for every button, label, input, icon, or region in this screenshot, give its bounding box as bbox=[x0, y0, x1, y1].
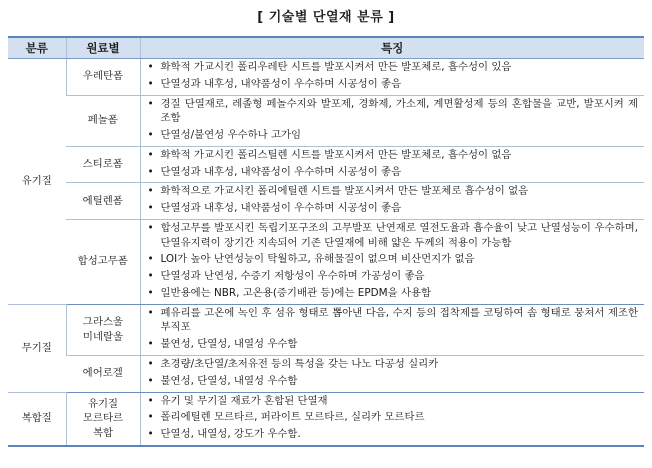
bullet-icon: • bbox=[147, 97, 154, 110]
feature-text: 단열성과 내후성, 내약품성이 우수하며 시공성이 좋음 bbox=[160, 202, 402, 215]
header-category: 분류 bbox=[8, 37, 66, 59]
table-row bbox=[8, 95, 644, 146]
category-cell: 무기질 bbox=[8, 304, 66, 392]
bullet-icon: • bbox=[147, 185, 154, 198]
feature-item bbox=[145, 394, 639, 411]
material-cell bbox=[66, 392, 140, 446]
table-row bbox=[8, 183, 644, 220]
feature-item bbox=[145, 148, 639, 165]
feature-list bbox=[141, 147, 645, 183]
material-name: 유기질 bbox=[87, 397, 119, 410]
feature-text: 불연성, 단열성, 내열성 우수함 bbox=[160, 374, 298, 387]
header-material: 원료별 bbox=[66, 37, 140, 59]
material-cell bbox=[66, 356, 140, 393]
feature-list bbox=[141, 183, 645, 219]
feature-text: 단열성과 내후성, 내약품성이 우수하며 시공성이 좋음 bbox=[160, 77, 402, 90]
features-cell bbox=[140, 219, 644, 304]
feature-list bbox=[141, 356, 645, 392]
bullet-icon: • bbox=[147, 77, 154, 90]
feature-text: 폴리에틸렌 모르타르, 퍼라이트 모르타르, 실리카 모르타르 bbox=[160, 411, 425, 424]
feature-item bbox=[145, 128, 639, 145]
feature-item bbox=[145, 269, 639, 286]
bullet-icon: • bbox=[147, 129, 154, 142]
bullet-icon: • bbox=[147, 221, 154, 234]
material-name: 에어로겔 bbox=[82, 367, 123, 380]
material-cell bbox=[66, 219, 140, 304]
bullet-icon: • bbox=[147, 338, 154, 351]
table-row bbox=[8, 304, 644, 355]
feature-text: 화학적 가교시킨 폴리우레탄 시트를 발포시켜서 만든 발포체로, 흡수성이 있음 bbox=[160, 61, 512, 73]
features-cell bbox=[140, 304, 644, 355]
bullet-icon: • bbox=[147, 394, 154, 407]
feature-text: 단열성과 내후성, 내약품성이 우수하며 시공성이 좋음 bbox=[160, 165, 402, 178]
material-cell bbox=[66, 146, 140, 183]
feature-item bbox=[145, 337, 639, 354]
category-cell: 유기질 bbox=[8, 59, 66, 305]
feature-list bbox=[141, 393, 645, 445]
features-cell bbox=[140, 392, 644, 446]
material-name: 페놀폼 bbox=[87, 114, 118, 127]
feature-item bbox=[145, 357, 639, 374]
features-cell bbox=[140, 95, 644, 146]
feature-item bbox=[145, 306, 639, 338]
bullet-icon: • bbox=[147, 270, 154, 283]
feature-item bbox=[145, 184, 639, 201]
material-cell bbox=[66, 183, 140, 220]
material-cell bbox=[66, 304, 140, 355]
bullet-icon: • bbox=[147, 202, 154, 215]
feature-text: 단열성과 난연성, 수증기 저항성이 우수하며 가공성이 좋음 bbox=[160, 270, 425, 283]
feature-text: 화학적으로 가교시킨 폴리에틸렌 시트를 발포시켜서 만든 발포체로 흡수성이 없음 bbox=[160, 185, 529, 198]
feature-item bbox=[145, 427, 639, 444]
material-name: 우레탄폼 bbox=[82, 70, 124, 83]
material-name: 모르타르 bbox=[82, 412, 124, 425]
table-row bbox=[8, 146, 644, 183]
feature-text: 단열성, 내열성, 강도가 우수함. bbox=[160, 428, 301, 441]
feature-text: LOI가 높아 난연성능이 탁월하고, 유해물질이 없으며 비산먼지가 없음 bbox=[160, 253, 475, 266]
material-cell bbox=[66, 59, 140, 96]
feature-item bbox=[145, 60, 639, 77]
feature-text: 초경량/초단열/초저유전 등의 특성을 갖는 나노 다공성 실리카 bbox=[160, 358, 439, 371]
feature-text: 유기 및 무기질 재료가 혼합된 단열재 bbox=[160, 394, 328, 407]
bullet-icon: • bbox=[147, 253, 154, 266]
material-cell bbox=[66, 95, 140, 146]
header-features: 특징 bbox=[140, 37, 644, 59]
material-name: 복합 bbox=[92, 427, 114, 440]
bullet-icon: • bbox=[147, 165, 154, 178]
table-body bbox=[8, 59, 644, 446]
feature-list bbox=[141, 96, 645, 146]
material-name: 그라스울 bbox=[82, 316, 124, 329]
feature-text: 경질 단열재로, 레졸형 페놀수지와 발포제, 경화제, 가소제, 계면활성제 등의 혼합물을 교반, 발포시켜 제조함 bbox=[160, 97, 638, 125]
table-row bbox=[8, 219, 644, 304]
table-row bbox=[8, 59, 644, 96]
feature-text: 불연성, 단열성, 내열성 우수함 bbox=[160, 338, 298, 351]
table-row bbox=[8, 356, 644, 393]
feature-item bbox=[145, 201, 639, 218]
bullet-icon: • bbox=[147, 411, 154, 424]
bullet-icon: • bbox=[147, 374, 154, 387]
feature-text: 단열성/불연성 우수하나 고가임 bbox=[160, 129, 302, 142]
features-cell bbox=[140, 356, 644, 393]
feature-list bbox=[141, 305, 645, 355]
feature-item bbox=[145, 221, 639, 253]
features-cell bbox=[140, 146, 644, 183]
table-row bbox=[8, 392, 644, 446]
feature-item bbox=[145, 77, 639, 94]
bullet-icon: • bbox=[147, 428, 154, 441]
feature-text: 폐유리를 고온에 녹인 후 섬유 형태로 뽑아낸 다음, 수지 등의 접착제를 코팅하여 솜 형태로 뭉쳐서 제조한 부직포 bbox=[160, 306, 638, 334]
feature-item bbox=[145, 410, 639, 427]
feature-text: 합성고무를 발포시킨 독립기포구조의 고무발포 난연재로 열전도율과 흡수율이 낮고 난열성능이 우수하며, 단열유지력이 장기간 지속되어 기존 단열재에 비해 얇은 두께의 적용이 가능함 bbox=[160, 221, 638, 249]
bullet-icon: • bbox=[147, 61, 154, 73]
bullet-icon: • bbox=[147, 286, 154, 299]
material-name: 미네랄울 bbox=[82, 330, 124, 343]
feature-item bbox=[145, 374, 639, 391]
material-name: 스티로폼 bbox=[82, 158, 123, 171]
bullet-icon: • bbox=[147, 358, 154, 371]
bullet-icon: • bbox=[147, 148, 154, 161]
page-title: [ 기술별 단열재 분류 ] bbox=[257, 10, 395, 25]
feature-text: 화학적 가교시킨 폴리스틸렌 시트를 발포시켜서 만든 발포체로, 흡수성이 없음 bbox=[160, 148, 512, 161]
insulation-classification-table bbox=[8, 36, 644, 447]
feature-item bbox=[145, 252, 639, 269]
material-name: 에틸렌폼 bbox=[82, 194, 123, 207]
bullet-icon: • bbox=[147, 306, 154, 319]
material-name: 합성고무폼 bbox=[77, 255, 128, 268]
feature-item bbox=[145, 97, 639, 129]
feature-text: 일반용에는 NBR, 고온용(증기배관 등)에는 EPDM을 사용함 bbox=[160, 286, 432, 299]
feature-item bbox=[145, 286, 639, 303]
feature-item bbox=[145, 165, 639, 182]
features-cell bbox=[140, 59, 644, 96]
features-cell bbox=[140, 183, 644, 220]
feature-list bbox=[141, 59, 645, 95]
table-header-row bbox=[8, 37, 644, 59]
feature-list bbox=[141, 220, 645, 304]
category-cell: 복합질 bbox=[8, 392, 66, 446]
